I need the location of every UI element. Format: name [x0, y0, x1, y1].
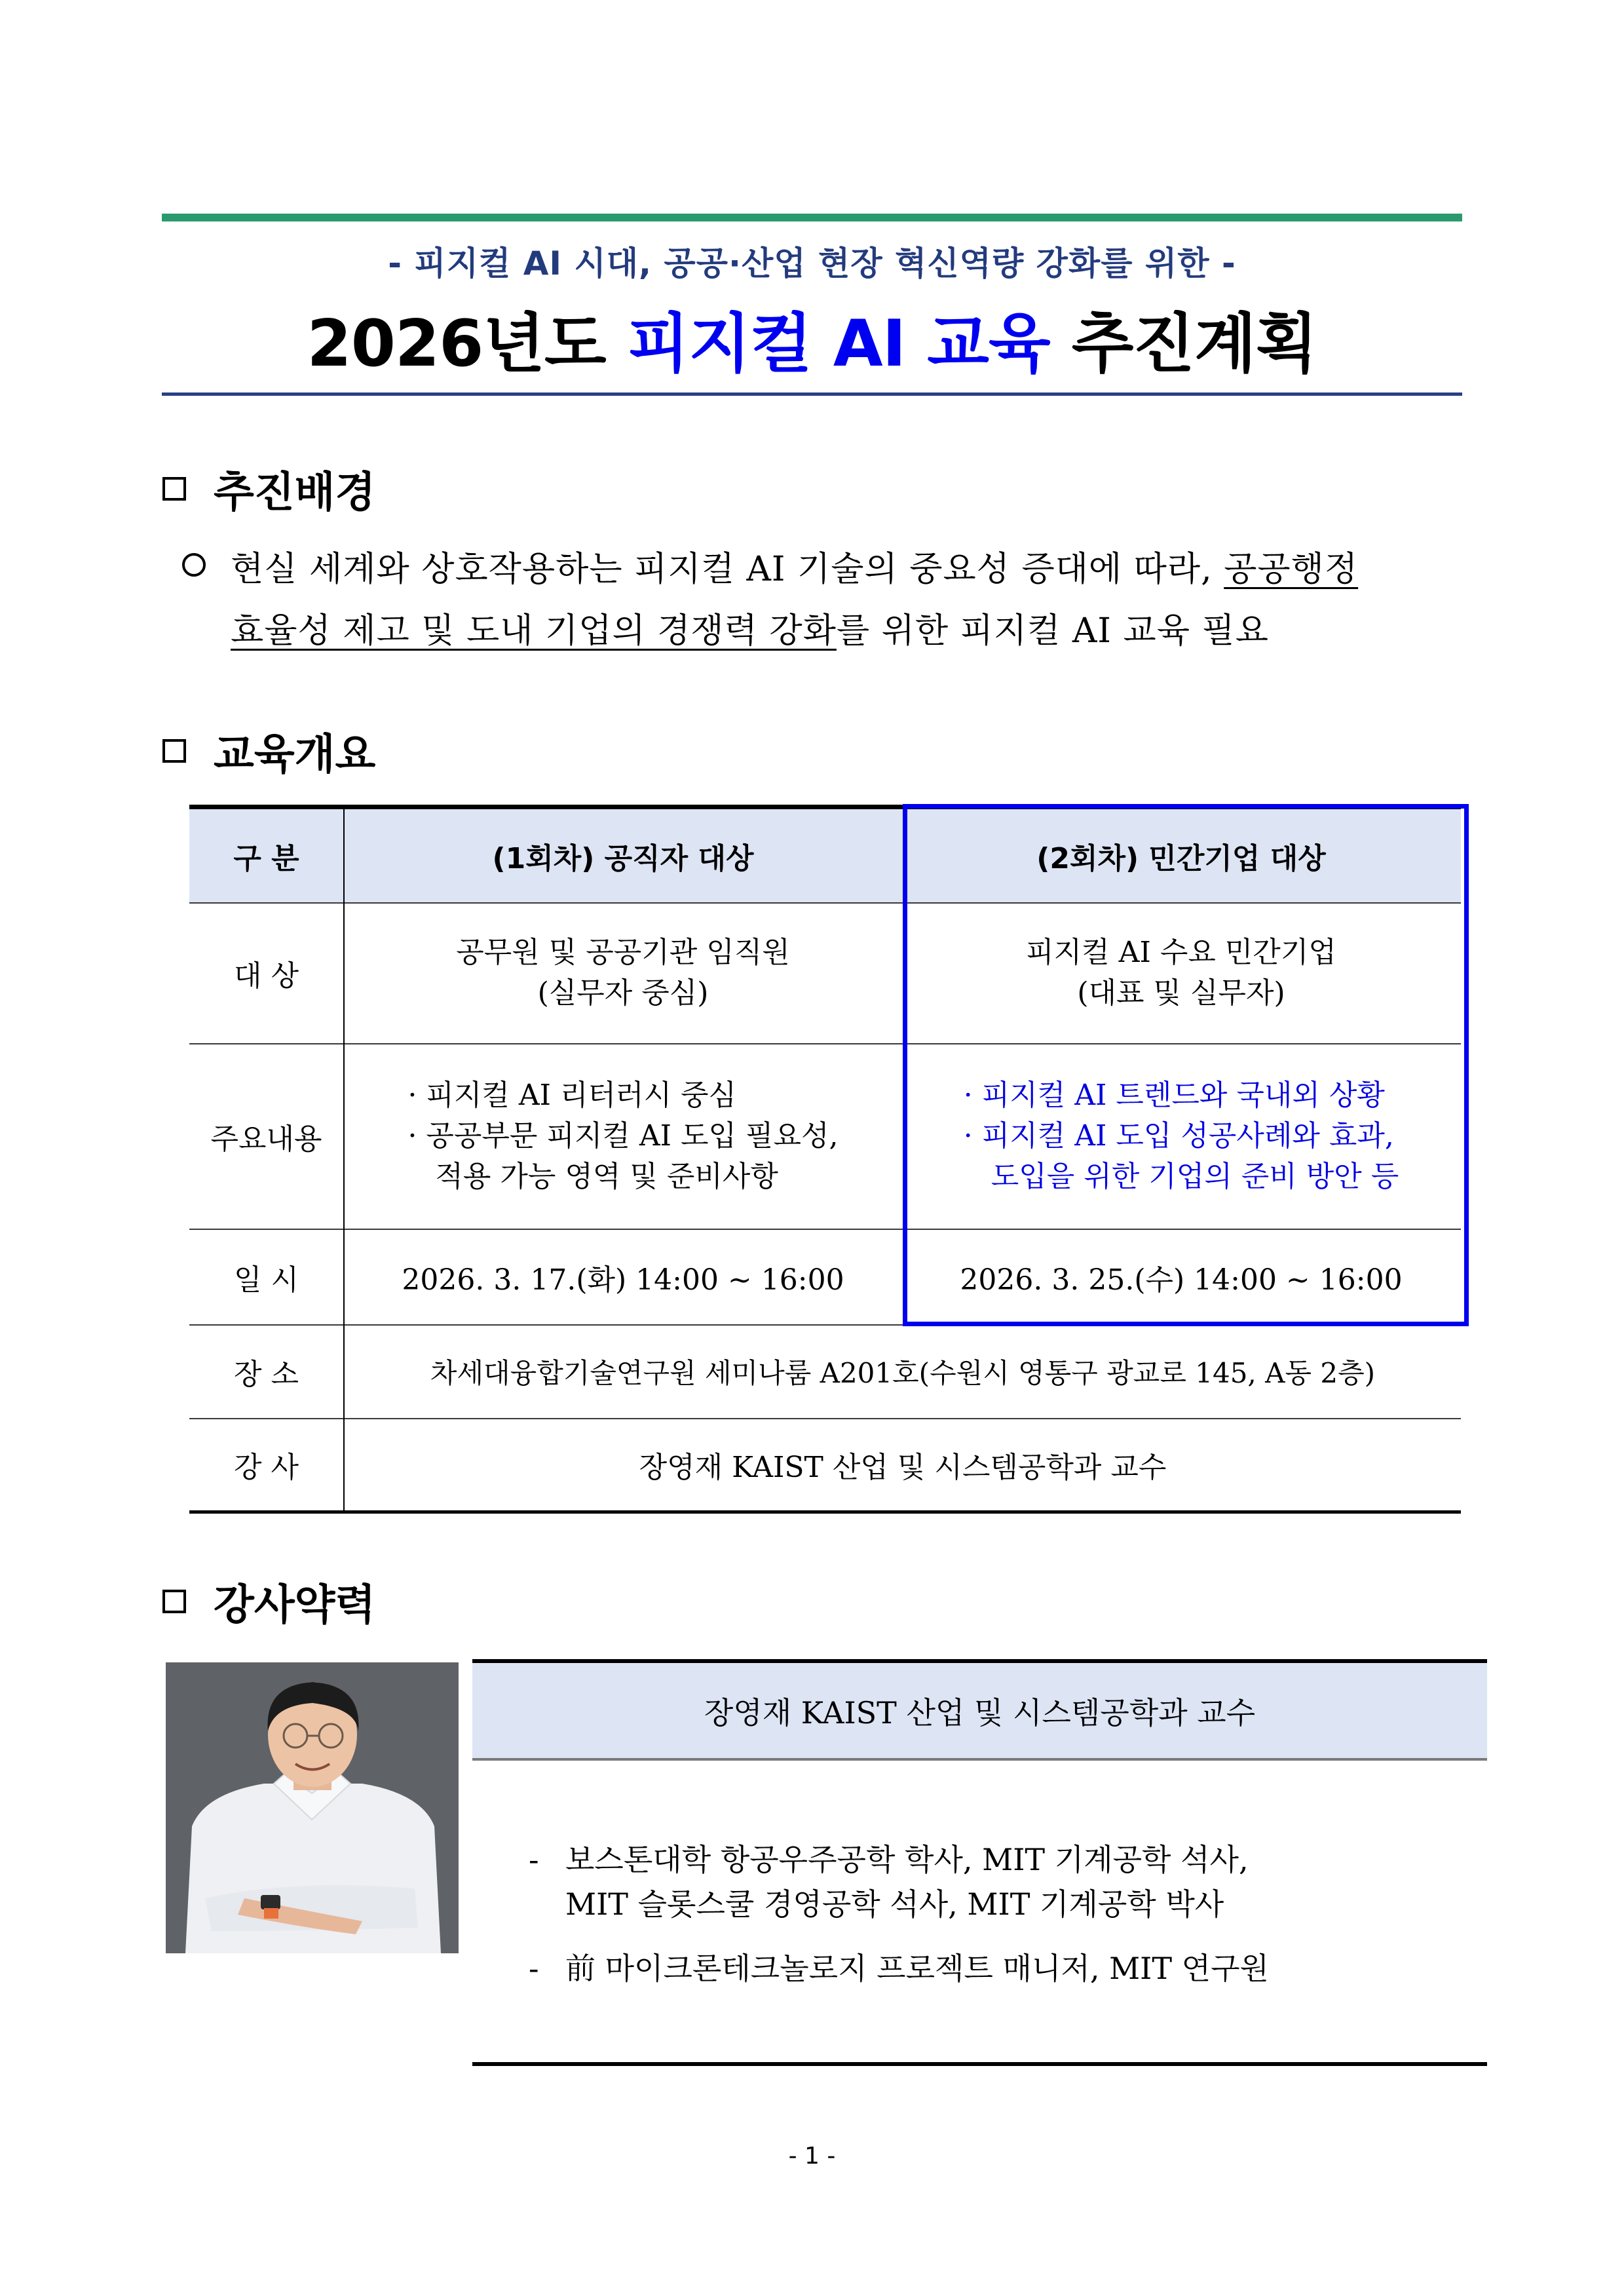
- bio-line: 前 마이크론테크놀로지 프로젝트 매니저, MIT 연구원: [565, 1951, 1269, 1986]
- header-category: 구 분: [189, 807, 344, 903]
- cell-merged: 차세대융합기술연구원 세미나룸 A201호(수원시 영통구 광교로 145, A동 2층): [430, 1357, 1376, 1389]
- background-text-underlined: 효율성 제고 및 도내 기업의 경쟁력 강화: [231, 611, 837, 651]
- square-bullet-icon: [162, 739, 186, 763]
- content-bullet-continuation: 도입을 위한 기업의 준비 방안 등: [963, 1160, 1399, 1193]
- cell-session-2: [901, 903, 1461, 1044]
- section-heading-overview: [162, 721, 375, 781]
- table-row-location: [189, 1325, 1461, 1419]
- instructor-photo: [166, 1662, 459, 1953]
- cell-line: 공무원 및 공공기관 임직원: [456, 936, 790, 969]
- section-title: 추진배경: [214, 469, 376, 517]
- document-subtitle: - 피지컬 AI 시대, 공공·산업 현장 혁신역량 강화를 위한 -: [388, 244, 1236, 282]
- instructor-name-title: 장영재 KAIST 산업 및 시스템공학과 교수: [472, 1663, 1487, 1761]
- page-number: - 1 -: [788, 2143, 836, 2170]
- person-portrait-icon: [166, 1662, 459, 1953]
- bio-item: [529, 1837, 1249, 1926]
- section-heading-background: [162, 459, 375, 519]
- bio-bottom-rule: [472, 2062, 1487, 2066]
- square-bullet-icon: [162, 477, 186, 501]
- row-label: 강 사: [189, 1419, 344, 1512]
- title-accent: 피지컬 AI 교육: [627, 307, 1050, 381]
- row-label: 일 시: [189, 1229, 344, 1325]
- table-row-content: [189, 1044, 1461, 1229]
- content-bullet: · 피지컬 AI 도입 성공사례와 효과,: [963, 1119, 1394, 1153]
- section-title: 교육개요: [214, 731, 376, 779]
- document-title: [162, 292, 1462, 385]
- content-bullet: · 피지컬 AI 리터러시 중심: [407, 1079, 737, 1112]
- background-text-plain: 현실 세계와 상호작용하는 피지컬 AI 기술의 중요성 증대에 따라,: [231, 550, 1224, 589]
- background-text-line-2: [231, 603, 1269, 652]
- background-text-plain: 를 위한 피지컬 AI 교육 필요: [836, 611, 1269, 651]
- cell-line: (대표 및 실무자): [1077, 976, 1285, 1010]
- cell-merged: 장영재 KAIST 산업 및 시스템공학과 교수: [639, 1451, 1167, 1485]
- cell-session-2: 2026. 3. 25.(수) 14:00 ~ 16:00: [960, 1263, 1403, 1297]
- header-session-1: (1회차) 공직자 대상: [492, 841, 754, 875]
- table-row-lecturer: [189, 1419, 1461, 1512]
- content-bullet: · 공공부문 피지컬 AI 도입 필요성,: [407, 1119, 839, 1153]
- circle-bullet-icon: [182, 553, 206, 577]
- dash-bullet: -: [529, 1842, 539, 1877]
- title-suffix: 추진계획: [1071, 307, 1317, 381]
- row-label: 장 소: [189, 1325, 344, 1419]
- header-session-2: (2회차) 민간기업 대상: [1036, 841, 1326, 875]
- cell-line: (실무자 중심): [537, 976, 709, 1010]
- cell-session-1: [344, 903, 901, 1044]
- title-bottom-rule: [162, 392, 1462, 396]
- table-header-row: [189, 807, 1461, 903]
- dash-bullet: -: [529, 1951, 539, 1986]
- section-title: 강사약력: [214, 1581, 376, 1630]
- instructor-bio-box: [472, 1659, 1487, 2066]
- row-label: 대 상: [189, 903, 344, 1044]
- table-row-datetime: [189, 1229, 1461, 1325]
- background-text-line-1: [231, 541, 1358, 590]
- top-green-rule: [162, 214, 1462, 221]
- content-bullet: · 피지컬 AI 트렌드와 국내외 상황: [963, 1079, 1385, 1112]
- bio-item: [529, 1946, 1269, 1991]
- square-bullet-icon: [162, 1590, 186, 1613]
- cell-session-1: 2026. 3. 17.(화) 14:00 ~ 16:00: [402, 1263, 844, 1297]
- title-prefix: 2026년도: [307, 307, 606, 381]
- bio-line: 보스톤대학 항공우주공학 학사, MIT 기계공학 석사,: [565, 1842, 1249, 1877]
- cell-session-2: [901, 1044, 1461, 1229]
- cell-line: 피지컬 AI 수요 민간기업: [1026, 936, 1336, 969]
- background-text-underlined: 공공행정: [1224, 550, 1359, 589]
- section-heading-instructor: [162, 1571, 375, 1632]
- cell-session-1: [344, 1044, 901, 1229]
- bio-list: [472, 1761, 1487, 2062]
- overview-table: [189, 805, 1461, 1514]
- row-label: 주요내용: [189, 1044, 344, 1229]
- table-row-target: [189, 903, 1461, 1044]
- bio-line: MIT 슬롯스쿨 경영공학 석사, MIT 기계공학 박사: [565, 1886, 1224, 1922]
- content-bullet-continuation: 적용 가능 영역 및 준비사항: [407, 1160, 778, 1193]
